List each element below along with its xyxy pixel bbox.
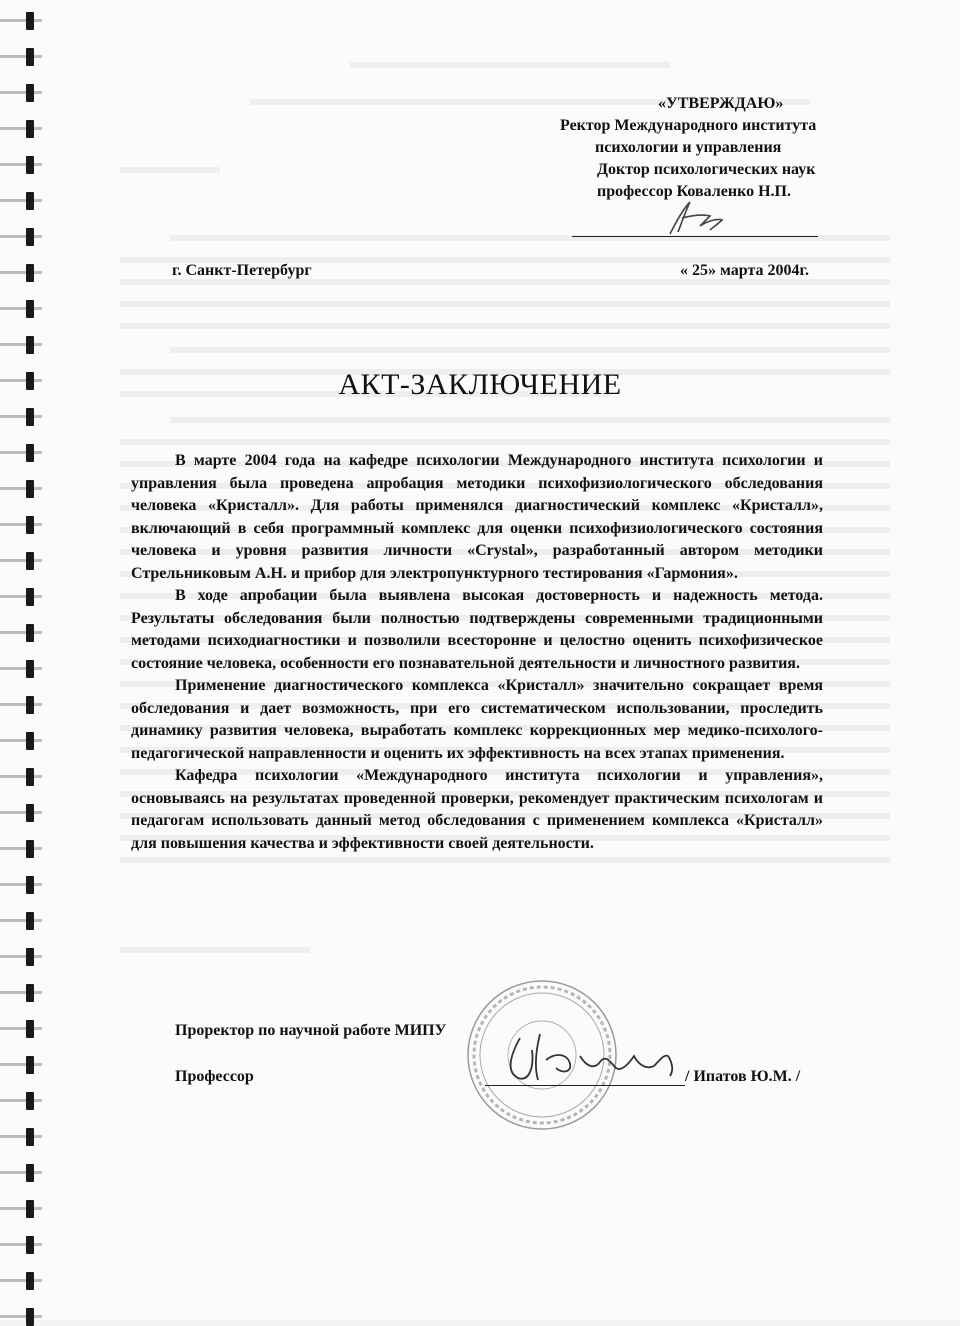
binding-ring [26, 876, 34, 894]
binding-wire [0, 1243, 42, 1246]
binding-wire [0, 1027, 42, 1030]
prorector-signature [490, 1026, 690, 1088]
rector-signature-line [572, 236, 818, 237]
binding-ring [26, 552, 34, 570]
binding-wire [0, 811, 42, 814]
binding-ring [26, 192, 34, 210]
binding-wire [0, 1171, 42, 1174]
binding-wire [0, 199, 42, 202]
binding-ring [26, 1128, 34, 1146]
binding-ring [26, 516, 34, 534]
approval-line-2: психологии и управления [595, 139, 782, 156]
binding-ring [26, 480, 34, 498]
binding-ring [26, 1020, 34, 1038]
binding-ring [26, 912, 34, 930]
binding-wire [0, 235, 42, 238]
binding-ring [26, 660, 34, 678]
signer-rank: Професcор [175, 1068, 254, 1085]
binding-ring [26, 120, 34, 138]
spiral-binding [0, 0, 70, 1320]
binding-wire [0, 1279, 42, 1282]
binding-wire [0, 91, 42, 94]
binding-ring [26, 624, 34, 642]
binding-wire [0, 631, 42, 634]
binding-ring [26, 804, 34, 822]
document-title: АКТ-ЗАКЛЮЧЕНИЕ [338, 368, 622, 401]
signer-name: / Ипатов Ю.М. / [685, 1068, 801, 1085]
binding-ring [26, 300, 34, 318]
binding-wire [0, 703, 42, 706]
approval-line-3: Доктор психологических наук [597, 161, 816, 178]
binding-ring [26, 840, 34, 858]
signer-position: Проректор по научной работе МИПУ [175, 1022, 447, 1039]
binding-wire [0, 1135, 42, 1138]
prorector-signature-line [485, 1085, 685, 1086]
binding-ring [26, 264, 34, 282]
binding-wire [0, 487, 42, 490]
binding-ring [26, 48, 34, 66]
binding-wire [0, 415, 42, 418]
binding-wire [0, 127, 42, 130]
binding-ring [26, 1092, 34, 1110]
binding-wire [0, 559, 42, 562]
binding-ring [26, 1164, 34, 1182]
binding-ring [26, 588, 34, 606]
binding-ring [26, 948, 34, 966]
binding-wire [0, 271, 42, 274]
paragraph-1: В марте 2004 года на кафедре психологии Международного института психологии и управления была проведена апробация методики психофизиологического обследования человека «Кристалл». Для работы применялся диагностический комплекс «Кристалл», включающий в себя программный комплекс для оценки психофизиологического состояния человека и уровня развития личности «Crystal», разработанный автором методики Стрельниковым А.Н. и прибор для электропунктурного тестирования «Гармония». [131, 452, 823, 582]
binding-wire [0, 847, 42, 850]
binding-wire [0, 343, 42, 346]
binding-ring [26, 84, 34, 102]
paragraph-2: В ходе апробации была выявлена высокая достоверность и надежность метода. Результаты обследования были полностью подтверждены современными традиционными методами психодиагностики и позволили всесторонне и целостно оценить психофизическое состояние человека, особенности его познавательной деятельности и личностного развития. [131, 587, 823, 672]
binding-ring [26, 768, 34, 786]
binding-ring [26, 1200, 34, 1218]
binding-wire [0, 595, 42, 598]
document-date: « 25» марта 2004г. [680, 262, 809, 279]
binding-wire [0, 991, 42, 994]
binding-wire [0, 523, 42, 526]
document-place: г. Санкт-Петербург [172, 262, 312, 279]
binding-wire [0, 307, 42, 310]
binding-ring [26, 1272, 34, 1290]
binding-wire [0, 1207, 42, 1210]
binding-wire [0, 1063, 42, 1066]
binding-wire [0, 667, 42, 670]
binding-ring [26, 1056, 34, 1074]
binding-wire [0, 163, 42, 166]
binding-ring [26, 156, 34, 174]
approval-heading: «УТВЕРЖДАЮ» [658, 95, 784, 112]
binding-wire [0, 55, 42, 58]
binding-ring [26, 228, 34, 246]
binding-wire [0, 451, 42, 454]
binding-wire [0, 919, 42, 922]
binding-wire [0, 1315, 42, 1318]
binding-wire [0, 775, 42, 778]
binding-ring [26, 444, 34, 462]
binding-ring [26, 984, 34, 1002]
approval-line-1: Ректор Международного института [560, 117, 817, 134]
binding-ring [26, 336, 34, 354]
binding-ring [26, 408, 34, 426]
paragraph-4: Кафедра психологии «Международного института психологии и управления», основываясь на результатах проведенной проверки, рекомендует практическим психологам и педагогам использовать данный метод обследования с применением комплекса «Кристалл» для повышения качества и эффективности своей деятельности. [131, 767, 823, 852]
paragraph-3: Применение диагностического комплекса «Кристалл» значительно сокращает время обследования и дает возможность, при его систематическом использовании, проследить динамику развития человека, выработать комплекс коррекционных мер медико-психолого-педагогической направленности и оценить их эффективность на всех этапах применения. [131, 677, 823, 762]
binding-wire [0, 883, 42, 886]
binding-wire [0, 739, 42, 742]
approval-line-4: профессор Коваленко Н.П. [597, 183, 791, 200]
binding-wire [0, 955, 42, 958]
binding-ring [26, 1236, 34, 1254]
binding-wire [0, 19, 42, 22]
document-body [131, 450, 823, 855]
binding-ring [26, 696, 34, 714]
binding-wire [0, 1099, 42, 1102]
binding-ring [26, 1308, 34, 1326]
binding-ring [26, 12, 34, 30]
binding-ring [26, 732, 34, 750]
